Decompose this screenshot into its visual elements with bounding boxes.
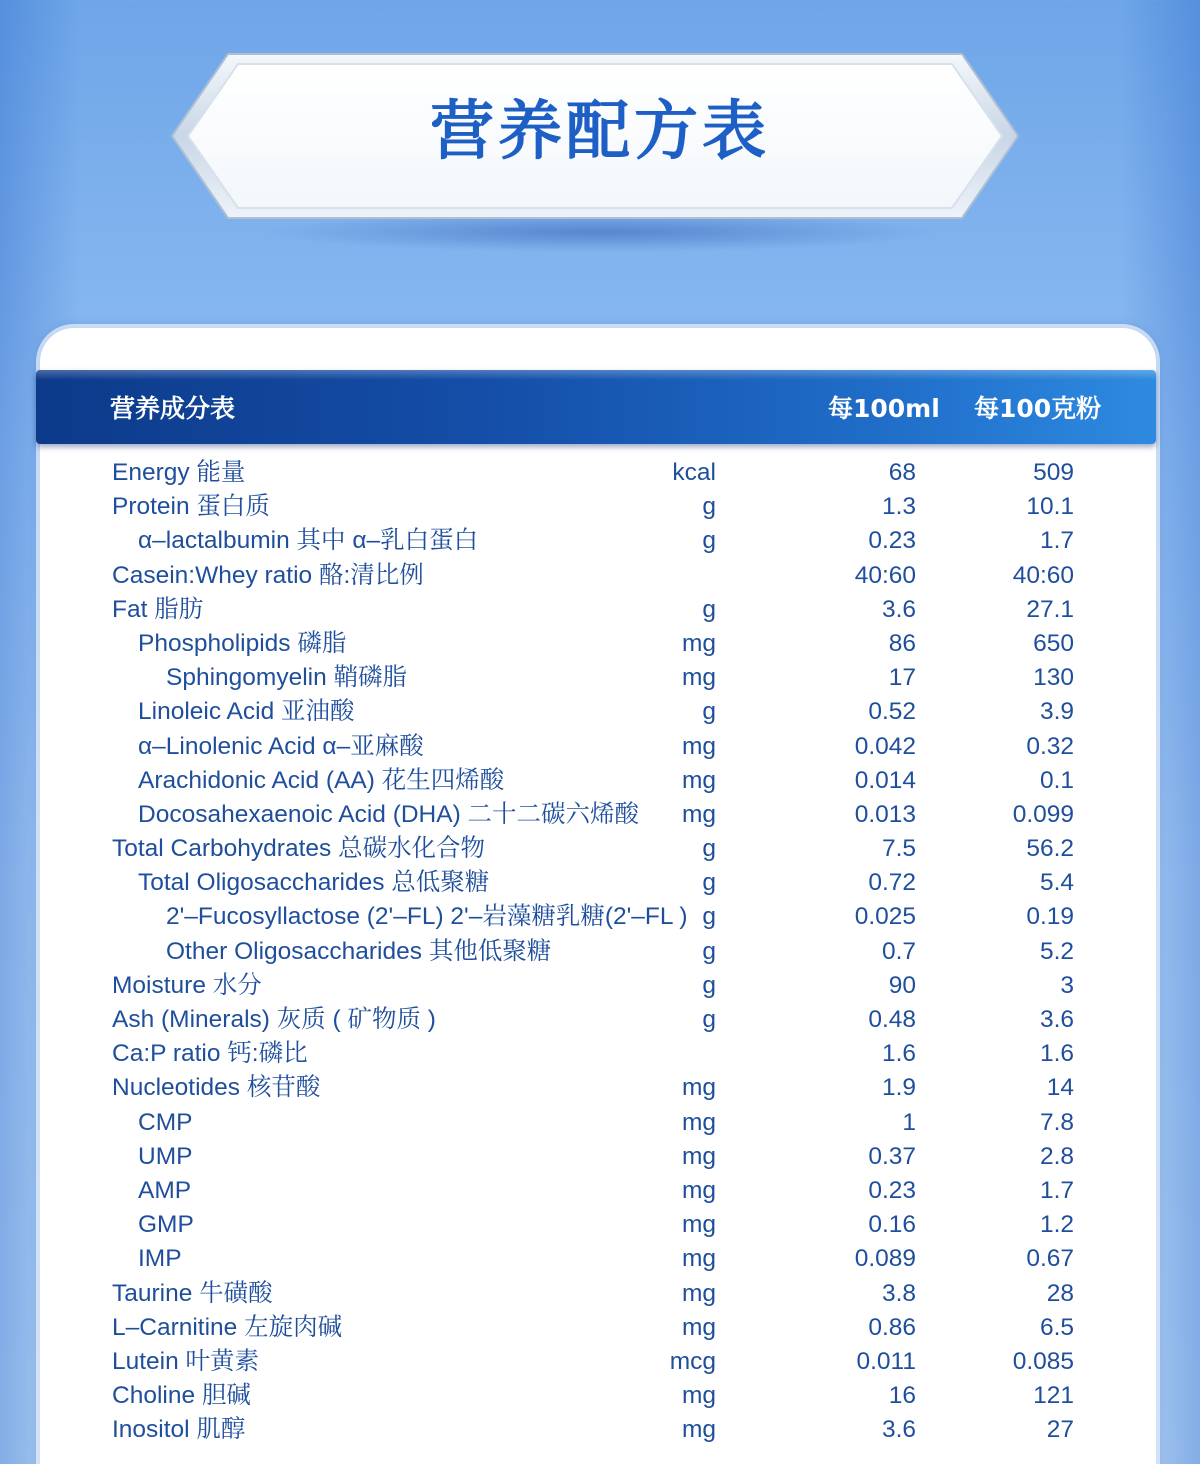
value-per-100g: 3.6 — [1039, 1006, 1074, 1033]
value-per-100ml: 0.16 — [868, 1211, 916, 1239]
nutrient-name: Arachidonic Acid (AA) 花生四烯酸 — [138, 766, 505, 794]
nutrient-name: Casein:Whey ratio 酪:清比例 — [112, 561, 424, 589]
nutrient-name: Fat 脂肪 — [112, 595, 204, 623]
page-title: 营养配方表 — [430, 95, 770, 169]
nutrient-name: AMP — [138, 1176, 192, 1204]
nutrient-name: CMP — [138, 1108, 193, 1136]
nutrient-name: Sphingomyelin 鞘磷脂 — [166, 664, 408, 692]
value-per-100ml: 17 — [888, 664, 916, 692]
nutrient-unit: g — [702, 493, 716, 521]
nutrient-name: Energy 能量 — [112, 459, 246, 486]
value-per-100ml: 7.5 — [881, 835, 916, 863]
value-per-100g: 130 — [1033, 664, 1074, 692]
nutrient-unit: mcg — [669, 1347, 716, 1375]
value-per-100ml: 1.6 — [881, 1040, 916, 1068]
value-per-100g: 2.8 — [1039, 1142, 1074, 1170]
value-per-100g: 5.4 — [1039, 869, 1074, 897]
nutrient-unit: mg — [681, 732, 716, 760]
nutrient-name: α–lactalbumin 其中 α–乳白蛋白 — [138, 527, 479, 555]
table-row — [0, 969, 1200, 1003]
table-row — [0, 1345, 1200, 1379]
nutrient-name: Total Carbohydrates 总碳水化合物 — [112, 835, 486, 863]
nutrient-unit: g — [702, 869, 716, 897]
nutrient-name: Phospholipids 磷脂 — [138, 629, 347, 657]
nutrient-unit: g — [702, 595, 716, 623]
nutrient-name: 2'–Fucosyllactose (2'–FL) 2'–岩藻糖乳糖(2'–FL ) — [166, 903, 688, 931]
nutrient-unit: g — [702, 835, 716, 863]
value-per-100ml: 3.6 — [881, 595, 916, 623]
table-row — [0, 1003, 1200, 1037]
table-header — [36, 370, 1156, 444]
table-row — [0, 456, 1200, 490]
value-per-100ml: 0.7 — [881, 937, 916, 965]
value-per-100ml: 0.011 — [856, 1347, 916, 1375]
value-per-100g: 27 — [1046, 1416, 1074, 1444]
nutrient-unit: mg — [681, 1279, 716, 1307]
nutrient-name: Nucleotides 核苷酸 — [112, 1074, 321, 1102]
value-per-100ml: 0.042 — [854, 732, 916, 760]
nutrient-name: Lutein 叶黄素 — [112, 1347, 260, 1375]
table-row — [0, 1106, 1200, 1140]
value-per-100ml: 0.23 — [868, 527, 916, 555]
table-row — [0, 900, 1200, 934]
value-per-100g: 27.1 — [1026, 595, 1074, 623]
table-row — [0, 1242, 1200, 1276]
table-row — [0, 559, 1200, 593]
nutrient-unit: mg — [681, 1416, 716, 1444]
nutrient-name: Other Oligosaccharides 其他低聚糖 — [166, 937, 552, 965]
nutrient-unit: mg — [681, 1074, 716, 1102]
value-per-100ml: 86 — [888, 629, 916, 657]
value-per-100ml: 0.72 — [868, 869, 916, 897]
nutrient-name: Total Oligosaccharides 总低聚糖 — [138, 869, 490, 897]
value-per-100ml: 68 — [888, 459, 916, 486]
nutrient-unit: mg — [681, 1313, 716, 1341]
value-per-100g: 7.8 — [1039, 1108, 1074, 1136]
table-row — [0, 695, 1200, 729]
value-per-100g: 509 — [1033, 459, 1074, 486]
value-per-100ml: 1.3 — [881, 493, 916, 521]
table-row — [0, 1413, 1200, 1447]
value-per-100g: 650 — [1033, 629, 1074, 657]
nutrient-unit: g — [702, 937, 716, 965]
nutrient-unit: kcal — [672, 459, 716, 486]
table-row — [0, 1379, 1200, 1413]
nutrient-unit: mg — [681, 1382, 716, 1410]
value-per-100ml: 0.52 — [868, 698, 916, 726]
nutrient-unit: mg — [681, 629, 716, 657]
nutrient-unit: mg — [681, 664, 716, 692]
value-per-100ml: 0.48 — [868, 1006, 916, 1033]
nutrient-unit: mg — [681, 1211, 716, 1239]
table-row — [0, 1311, 1200, 1345]
nutrient-name: GMP — [138, 1211, 194, 1239]
nutrient-unit: g — [702, 1006, 716, 1033]
value-per-100g: 1.7 — [1039, 1176, 1074, 1204]
table-row — [0, 764, 1200, 798]
nutrient-unit: mg — [681, 800, 716, 828]
nutrient-name: Inositol 肌醇 — [112, 1416, 246, 1444]
nutrient-unit: mg — [681, 1108, 716, 1136]
nutrient-name: Docosahexaenoic Acid (DHA) 二十二碳六烯酸 — [138, 800, 640, 828]
nutrient-name: IMP — [138, 1245, 182, 1273]
value-per-100g: 0.1 — [1039, 766, 1074, 794]
nutrient-name: Protein 蛋白质 — [112, 493, 270, 521]
nutrient-name: Moisture 水分 — [112, 971, 262, 999]
value-per-100g: 5.2 — [1039, 937, 1074, 965]
value-per-100ml: 16 — [888, 1382, 916, 1410]
value-per-100ml: 0.86 — [868, 1313, 916, 1341]
table-row — [0, 1174, 1200, 1208]
nutrient-name: L–Carnitine 左旋肉碱 — [112, 1313, 343, 1341]
value-per-100ml: 0.37 — [868, 1142, 916, 1170]
value-per-100ml: 0.014 — [854, 766, 916, 794]
nutrient-unit: mg — [681, 766, 716, 794]
nutrient-unit: g — [702, 903, 716, 931]
table-row — [0, 593, 1200, 627]
value-per-100g: 121 — [1033, 1382, 1074, 1410]
value-per-100ml: 0.089 — [854, 1245, 916, 1273]
nutrient-name: Linoleic Acid 亚油酸 — [138, 698, 355, 726]
value-per-100g: 1.2 — [1039, 1211, 1074, 1239]
value-per-100ml: 0.013 — [854, 800, 916, 828]
nutrient-unit: mg — [681, 1142, 716, 1170]
nutrient-unit: g — [702, 698, 716, 726]
nutrition-rows — [0, 456, 1200, 1447]
value-per-100g: 0.19 — [1026, 903, 1074, 931]
value-per-100ml: 1 — [902, 1108, 916, 1136]
table-row — [0, 866, 1200, 900]
nutrient-name: Choline 胆碱 — [112, 1382, 251, 1410]
value-per-100g: 1.7 — [1039, 527, 1074, 555]
nutrient-unit: mg — [681, 1245, 716, 1273]
value-per-100g: 0.32 — [1026, 732, 1074, 760]
table-row — [0, 1071, 1200, 1105]
table-row — [0, 627, 1200, 661]
table-row — [0, 1140, 1200, 1174]
value-per-100ml: 3.6 — [881, 1416, 916, 1444]
table-row — [0, 661, 1200, 695]
value-per-100ml: 3.8 — [881, 1279, 916, 1307]
table-row — [0, 1208, 1200, 1242]
nutrient-name: α–Linolenic Acid α–亚麻酸 — [138, 732, 424, 760]
nutrient-name: UMP — [138, 1142, 193, 1170]
table-row — [0, 730, 1200, 764]
value-per-100g: 0.085 — [1012, 1347, 1074, 1375]
nutrient-unit: g — [702, 527, 716, 555]
header-name-label: 营养成分表 — [110, 394, 236, 423]
value-per-100ml: 40:60 — [854, 561, 916, 589]
value-per-100g: 3.9 — [1039, 698, 1074, 726]
table-row — [0, 1277, 1200, 1311]
table-row — [0, 524, 1200, 558]
header-per-100ml: 每100ml — [828, 394, 940, 423]
value-per-100ml: 90 — [888, 971, 916, 999]
nutrient-unit: g — [702, 971, 716, 999]
value-per-100g: 14 — [1046, 1074, 1074, 1102]
value-per-100g: 0.099 — [1012, 800, 1074, 828]
value-per-100ml: 0.23 — [868, 1176, 916, 1204]
nutrient-unit: mg — [681, 1176, 716, 1204]
value-per-100ml: 0.025 — [854, 903, 916, 931]
nutrient-name: Ash (Minerals) 灰质 ( 矿物质 ) — [112, 1006, 436, 1033]
value-per-100g: 0.67 — [1026, 1245, 1074, 1273]
value-per-100g: 40:60 — [1012, 561, 1074, 589]
header-per-100g: 每100克粉 — [974, 394, 1102, 423]
value-per-100g: 56.2 — [1026, 835, 1074, 863]
value-per-100g: 28 — [1046, 1279, 1074, 1307]
table-row — [0, 1037, 1200, 1071]
table-row — [0, 935, 1200, 969]
table-row — [0, 832, 1200, 866]
table-row — [0, 490, 1200, 524]
value-per-100ml: 1.9 — [881, 1074, 916, 1102]
table-row — [0, 798, 1200, 832]
value-per-100g: 10.1 — [1026, 493, 1074, 521]
value-per-100g: 3 — [1060, 971, 1074, 999]
nutrient-name: Ca:P ratio 钙:磷比 — [112, 1040, 308, 1068]
value-per-100g: 1.6 — [1039, 1040, 1074, 1068]
value-per-100g: 6.5 — [1039, 1313, 1074, 1341]
nutrient-name: Taurine 牛磺酸 — [112, 1279, 273, 1307]
